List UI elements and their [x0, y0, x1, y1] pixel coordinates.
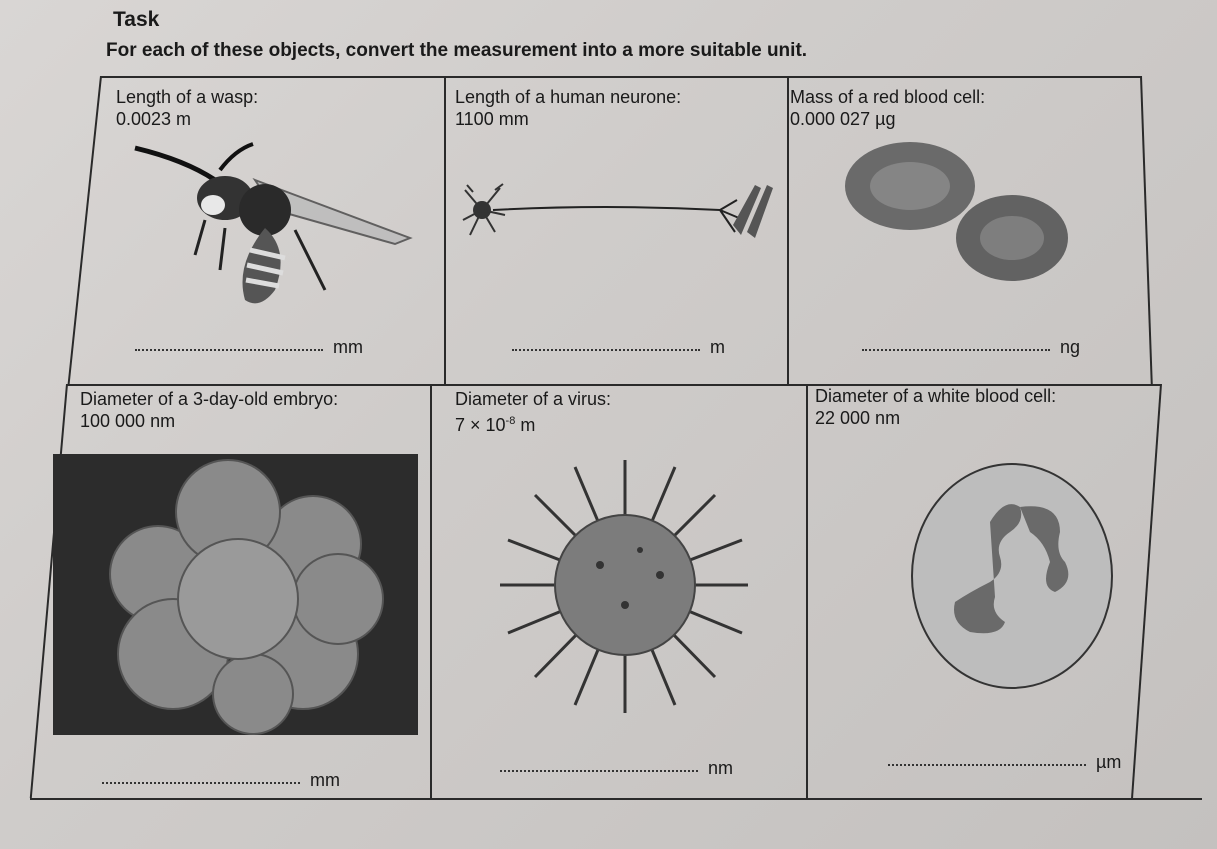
grid-col2-divider-top: [787, 76, 789, 384]
wasp-answer-line[interactable]: [135, 337, 363, 358]
white-blood-cell-label: Diameter of a white blood cell: 22 000 nm: [815, 386, 1057, 428]
wasp-cell-label: Length of a wasp: 0.0023 m: [116, 87, 259, 129]
wasp-answer-unit: mm: [333, 337, 363, 357]
embryo-answer-line[interactable]: [102, 770, 340, 791]
grid-col1-divider-top: [444, 76, 446, 384]
neurone-answer-unit: m: [710, 337, 725, 357]
virus-answer-line[interactable]: [500, 758, 733, 779]
grid-left-line-top: [68, 76, 102, 384]
red-blood-cell-label: Mass of a red blood cell: 0.000 027 µg: [790, 87, 986, 129]
virus-cell-label: Diameter of a virus: $7 \times 10^{-8}$ m: [455, 389, 612, 435]
virus-image: [500, 455, 750, 720]
grid-right-line-bottom: [1131, 384, 1162, 798]
task-title: Task: [113, 8, 160, 31]
virus-answer-unit: nm: [708, 758, 734, 778]
task-instruction: For each of these objects, convert the measurement into a more suitable unit.: [106, 40, 808, 61]
white-blood-cell-answer-unit: µm: [1096, 752, 1122, 772]
red-blood-cell-answer-unit: ng: [1060, 337, 1081, 357]
embryo-image: [53, 454, 418, 735]
white-blood-cell-image: [910, 462, 1115, 690]
neurone-cell-label: Length of a human neurone: 1100 mm: [455, 87, 682, 129]
embryo-answer-unit: mm: [310, 770, 340, 790]
red-blood-cell-image: [845, 142, 1075, 287]
grid-col2-divider-bottom: [806, 384, 808, 798]
embryo-cell-label: Diameter of a 3-day-old embryo: 100 000 nm: [80, 389, 339, 431]
white-blood-cell-answer-line[interactable]: [888, 752, 1121, 773]
wasp-image: [125, 140, 415, 310]
grid-col1-divider-bottom: [430, 384, 432, 798]
red-blood-cell-answer-line[interactable]: [862, 337, 1080, 358]
grid-right-line: [1140, 76, 1153, 384]
grid-top-line: [100, 76, 1141, 78]
grid-bottom-line: [30, 798, 1202, 800]
neurone-image: [455, 180, 775, 250]
neurone-answer-line[interactable]: [512, 337, 725, 358]
